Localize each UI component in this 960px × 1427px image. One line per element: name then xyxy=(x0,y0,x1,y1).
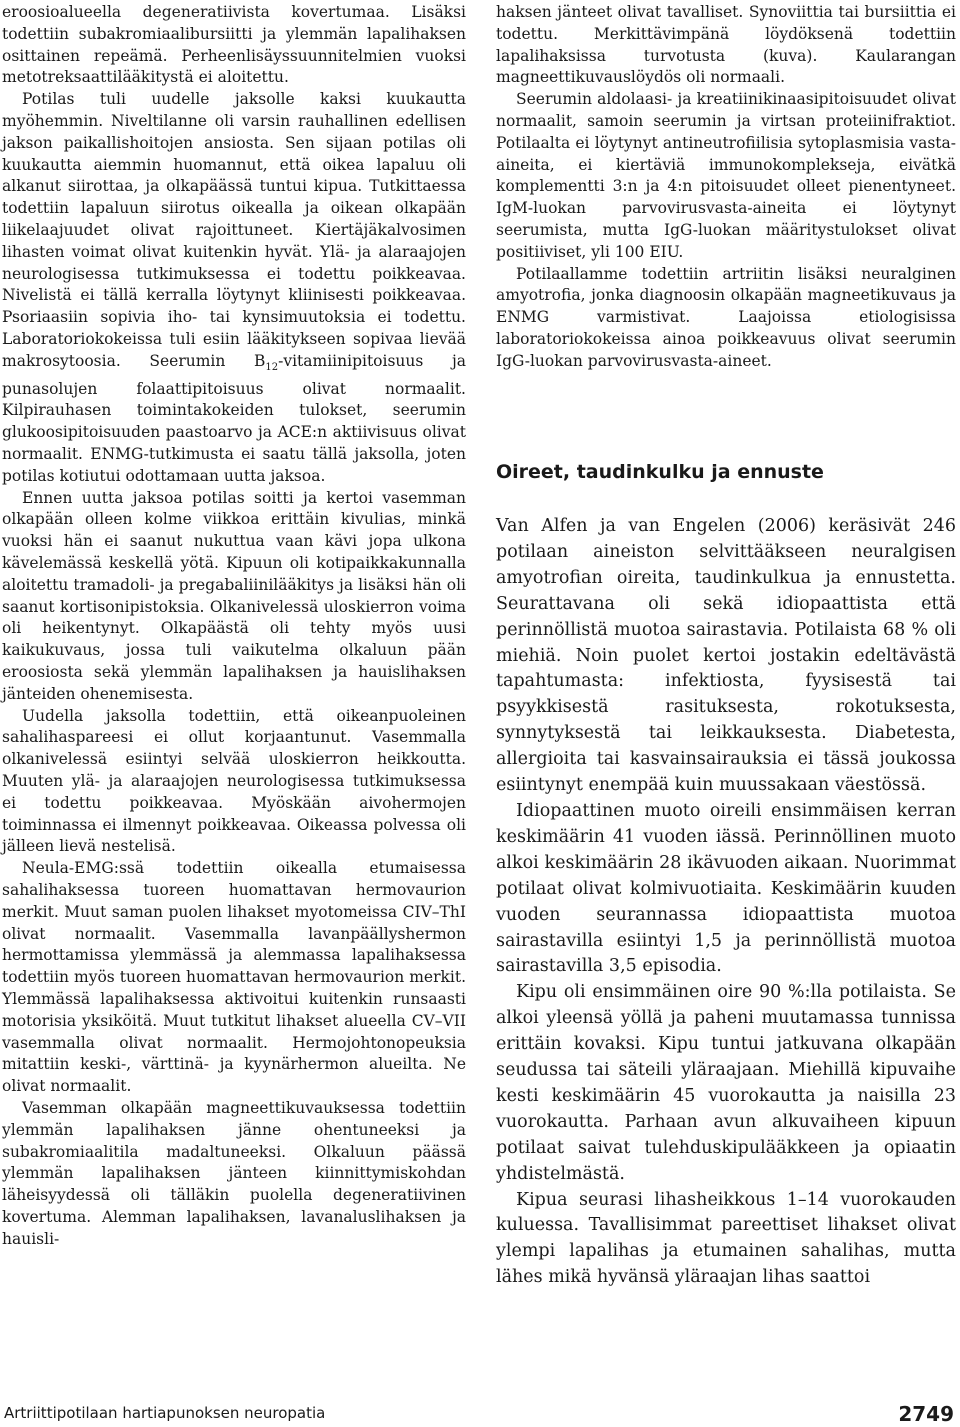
paragraph-text: Potilas tuli uudelle jaksolle kaksi kuukautta myöhemmin. Niveltilanne oli varsin rauhallinen edellisen jakson paikallishoitojen ansiosta. Sen sijaan potilas oli kuukautta aiemmin huomannut, että oikea lapaluu oli alkanut siirottaa, ja olkapäässä tuntui kipua. Tutkittaessa todettiin lapaluun siirotus oikealla ja oikean olkapään liikelaajuudet olivat rajoittuneet. Kiertäjäkalvosimen lihasten voimat olivat kuitenkin hyvät. Ylä- ja alaraajojen neurologisessa tutkimuksessa ei todettu poikkeavaa. Nivelistä ei tällä kerralla löytynyt kliinisesti poikkeavaa. Psoriaasiin sopivia iho- tai kynsimuutoksia ei todettu. Laboratoriokokeissa tuli esiin lääkitykseen sopivaa lievää makrosytoosia. Seerumin B xyxy=(2,90,466,370)
paragraph: Kipua seurasi lihasheikkous 1–14 vuorokauden kuluessa. Tavallisimmat pareettiset lihakset olivat ylempi lapalihas ja etumainen sahalihas, mutta lähes mikä hyvänsä yläraajan lihas saattoi xyxy=(496,1189,956,1288)
paragraph-text: -vitamiinipitoisuus ja punasolujen folaattipitoisuus olivat normaalit. Kilpirauhasen toimintakokeiden tulokset, seerumin glukoosipitoisuuden paastoarvo ja ACE:n aktiivisuus olivat normaalit. ENMG-tutkimusta ei saatu tällä jaksolla, joten potilas kotiutui odottamaan uutta jaksoa. xyxy=(2,351,466,485)
paragraph: Neula-EMG:ssä todettiin oikealla etumaisessa sahalihaksessa tuoreen huomattavan hermovaurion merkit. Muut saman puolen lihakset myotomeissa CIV–ThI olivat normaalit. Vasemmalla lavanpäällyshermon hermottamissa ylemmässä ja alemmassa lapalihaksessa todettiin myös tuoreen huomattavan hermovaurion merkit. Ylemmässä lapalihaksessa aktivoitui kuitenkin runsaasti motorisia yksiköitä. Muut tutkitut lihakset alueella CV–VII vasemmalla olivat normaalit. Hermojohtonopeuksia mitattiin keski-, värttinä- ja kyynärhermon alueilta. Ne olivat normaalit. xyxy=(2,859,466,1096)
subscript: 12 xyxy=(265,361,279,373)
paragraph: haksen jänteet olivat tavalliset. Synoviittia tai bursiittia ei todettu. Merkittävimpänä löydöksenä todettiin lapalihaksissa turvotusta (kuva). Kaularangan magneettikuvauslöydös oli normaali. xyxy=(496,3,956,87)
running-title: Artriittipotilaan hartiapunoksen neuropatia xyxy=(4,1404,326,1422)
paragraph: Seerumin aldolaasi- ja kreatiinikinaasipitoisuudet olivat normaalit, samoin seerumin ja virtsan proteiinifraktiot. Potilaalta ei löytynyt antineutrofiilisia sytoplasmisia vasta-aineita, ei kiertäviä immunokomplekseja, eivätkä komplementti 3:n ja 4:n pitoisuudet olleet pienentyneet. IgM-luokan parvovirusvasta-aineita ei löytynyt seerumista, mutta IgG-luokan määritystulokset olivat positiiviset, yli 100 EIU. xyxy=(496,90,956,261)
right-column xyxy=(496,2,956,1288)
paragraph: Ennen uutta jaksoa potilas soitti ja kertoi vasemman olkapään olleen kolme viikkoa erittäin kivulias, minkä vuoksi hän ei saanut nukuttua vaan kävi jopa ulkona kävelemässä keskellä yötä. Kipuun oli kotipaikkakunnalla aloitettu tramadoli- ja pregabaliinilääkitys ja lisäksi hän oli saanut kortisonipistoksia. Olkanivelessä uloskierron voima oli heikentynyt. Olkapäästä oli tehty myös uusi kaikukuvaus, jossa tuli vaikutelma olkaluun pään eroosiosta sekä ylemmän lapalihaksen ja hauislihaksen jänteiden ohenemisesta. xyxy=(2,488,466,703)
paragraph: Vasemman olkapään magneettikuvauksessa todettiin ylemmän lapalihaksen jänne ohentuneeksi ja subakromiaalitila madaltuneeksi. Olkaluun päässä ylemmän lapalihaksen jänteen kiinnittymiskohdan läheisyydessä oli tälläkin puolella degeneratiivinen kovertuma. Alemman lapalihaksen, lavanaluslihaksen ja hauisli- xyxy=(2,1098,466,1248)
page-footer xyxy=(0,1400,960,1427)
paragraph: eroosioalueella degeneratiivista kovertumaa. Lisäksi todettiin subakromiaalibursiitti ja ylemmän lapalihaksen osittainen repeämä. Perheenlisäyssuunnitelmien vuoksi metotreksaattilääkitystä ei aloitettu. xyxy=(2,3,466,87)
right-column-top-text xyxy=(496,2,956,373)
section-heading: Oireet, taudinkulku ja ennuste xyxy=(496,461,824,483)
paragraph xyxy=(2,89,466,487)
paragraph: Van Alfen ja van Engelen (2006) keräsivät 246 potilaan aineiston selvittääkseen neuralgisen amyotrofian oireita, taudinkulkua ja ennustetta. Seurattavana oli sekä idiopaattista että perinnöllistä muotoa sairastavia. Potilaista 68 % oli miehiä. Noin puolet kertoi jostakin edeltävästä tapahtumasta: infektiosta, fyysisestä tai psyykkisestä rasituksesta, rokotuksesta, synnytyksestä tai leikkauksesta. Diabetesta, allergioita tai kasvainsairauksia ei tässä joukossa esiintynyt enempää kuin muussakaan väestössä. xyxy=(496,516,956,796)
paragraph: Idiopaattinen muoto oireili ensimmäisen kerran keskimäärin 41 vuoden iässä. Perinnöllinen muoto alkoi keskimäärin 28 ikävuoden aikaan. Nuorimmat potilaat olivat kolmivuotiaita. Keskimäärin kuuden vuoden seurannassa idiopaattista muotoa sairastavilla esiintyi 1,5 ja perinnöllistä muotoa sairastavilla 3,5 episodia. xyxy=(496,800,956,977)
paragraph: Kipu oli ensimmäinen oire 90 %:lla potilaista. Se alkoi yleensä yöllä ja paheni muutamassa tunnissa erittäin kovaksi. Kipu tuntui jatkuvana olkapään seudussa tai säteili yläraajaan. Miehillä kipuvaihe kesti keskimäärin 45 vuorokautta ja naisilla 23 vuorokautta. Parhaan avun alkuvaiheen kipuun potilaat saivat tulehduskipulääkkeen ja opiaatin yhdistelmästä. xyxy=(496,982,956,1184)
paragraph: Uudella jaksolla todettiin, että oikeanpuoleinen sahalihaspareesi ei ollut korjaantunut. Vasemmalla olkanivelessä esiintyi selvää uloskierron heikkoutta. Muuten ylä- ja alaraajojen neurologisessa tutkimuksessa ei todettu poikkeavaa. Myöskään aivohermojen toiminnassa ei ilmennyt poikkeavaa. Oikeassa polvessa oli jälleen lievä nestelisä. xyxy=(2,706,466,856)
page-number: 2749 xyxy=(898,1402,954,1426)
section-body xyxy=(496,514,956,1291)
paragraph: Potilaallamme todettiin artriitin lisäksi neuralginen amyotrofia, jonka diagnoosin olkapään magneetikuvaus ja ENMG varmistivat. Laajoissa etiologisissa laboratoriokokeissa ainoa poikkeavuus olivat seerumin IgG-luokan parvovirusvasta-aineet. xyxy=(496,264,956,370)
left-column xyxy=(2,2,466,1251)
